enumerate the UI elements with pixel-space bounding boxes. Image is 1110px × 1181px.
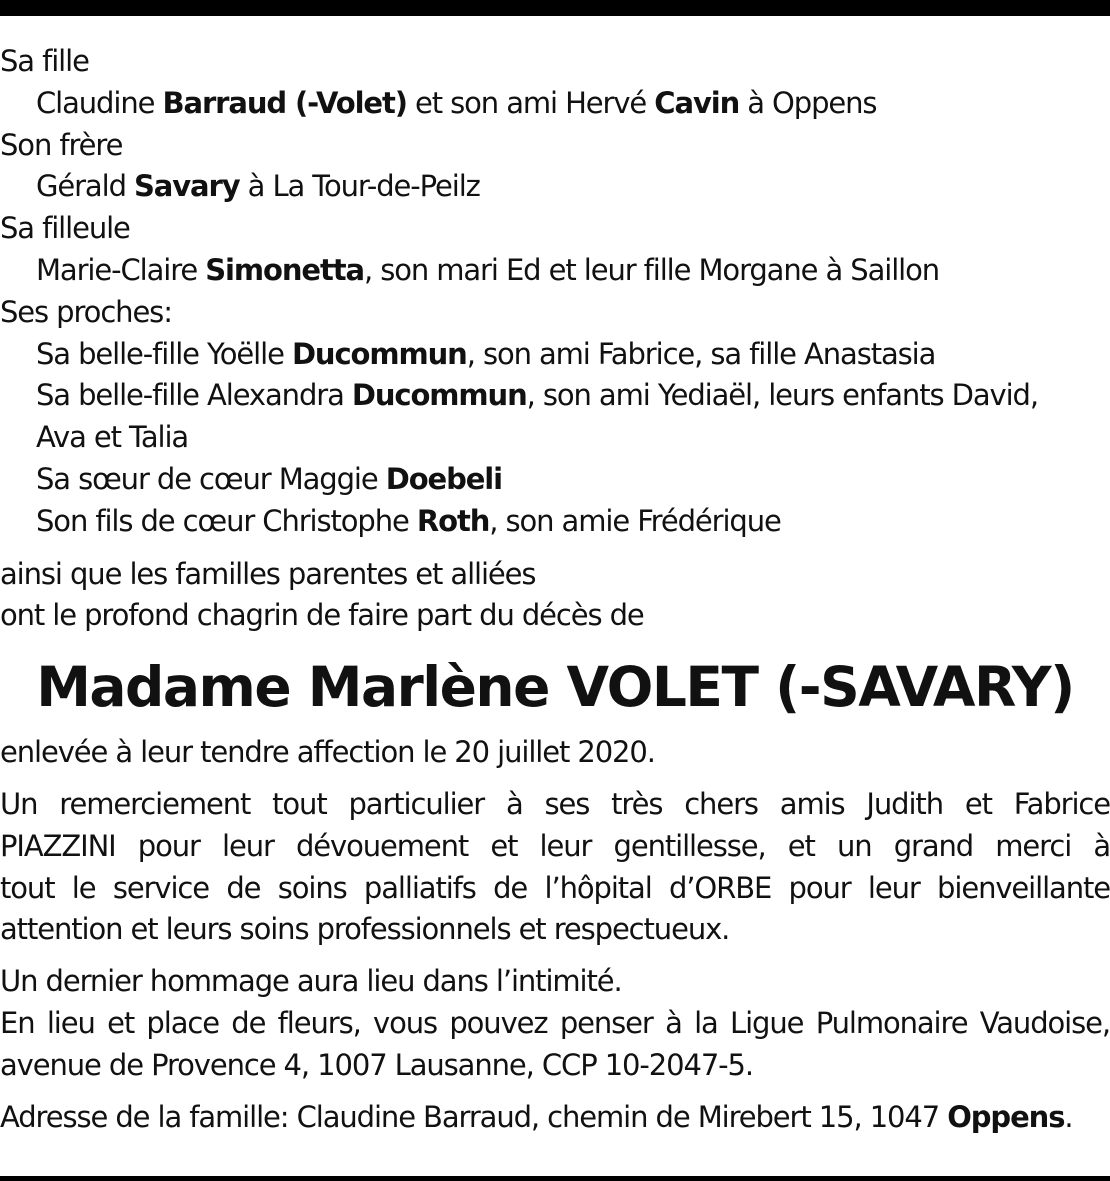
- family-member-line: [0, 501, 1110, 543]
- death-date-line: enlevée à leur tendre affection le 20 juillet 2020.: [0, 735, 655, 770]
- ceremony-line: Un dernier hommage aura lieu dans l’intimité.: [0, 964, 622, 999]
- member-surname: Simonetta: [205, 252, 364, 287]
- relation-label: Ses proches:: [0, 294, 172, 329]
- member-text: et son ami Hervé: [406, 85, 655, 120]
- member-text: Sa sœur de cœur Maggie: [36, 461, 386, 496]
- member-surname: Ducommun: [351, 378, 527, 413]
- family-member-line: [0, 250, 1110, 292]
- thanks-line: attention et leurs soins professionnels et respectueux.: [0, 912, 730, 947]
- top-border-rule: [0, 0, 1110, 16]
- member-text: Marie-Claire: [36, 252, 206, 287]
- family-address-line: [0, 1097, 1110, 1139]
- deceased-name-heading: Madame Marlène VOLET (-SAVARY): [36, 655, 1074, 720]
- thanks-line: Un remerciement tout particulier à ses très chers amis Judith et Fabrice: [0, 786, 1110, 821]
- member-text: Son fils de cœur Christophe: [36, 503, 417, 538]
- member-surname: Cavin: [654, 85, 740, 120]
- address-town: Oppens: [947, 1099, 1065, 1134]
- address-end: .: [1064, 1099, 1073, 1134]
- relation-label: Sa fille: [0, 44, 89, 78]
- family-member-line: [0, 334, 1110, 376]
- member-text: Gérald: [36, 169, 134, 204]
- thanks-line: PIAZZINI pour leur dévouement et leur gentillesse, et un grand merci à: [0, 828, 1110, 863]
- family-member-line: [0, 166, 1110, 208]
- member-text: à Oppens: [739, 85, 877, 120]
- member-surname: Ducommun: [291, 336, 467, 371]
- thanks-line: tout le service de soins palliatifs de l’hôpital d’ORBE pour leur bienveillante: [0, 870, 1110, 905]
- announcement-line: ainsi que les familles parentes et alliées: [0, 556, 536, 591]
- member-text: à La Tour-de-Peilz: [239, 169, 480, 204]
- member-text: Sa belle-fille Alexandra: [36, 378, 352, 413]
- family-member-line: [0, 459, 1110, 501]
- member-surname: Doebeli: [385, 461, 502, 496]
- ceremony-line: En lieu et place de fleurs, vous pouvez penser à la Ligue Pulmonaire Vaudoise,: [0, 1005, 1110, 1040]
- bottom-border-rule: [0, 1176, 1110, 1181]
- family-member-line: [0, 375, 1110, 417]
- member-text: Claudine: [36, 85, 163, 120]
- announcement-line: ont le profond chagrin de faire part du décès de: [0, 598, 644, 633]
- member-text: , son ami Yediaël, leurs enfants David,: [526, 378, 1038, 413]
- member-text: , son mari Ed et leur fille Morgane à Saillon: [363, 252, 940, 287]
- member-text: , son amie Frédérique: [489, 503, 781, 538]
- family-member-line: [0, 83, 1110, 125]
- ceremony-line: avenue de Provence 4, 1007 Lausanne, CCP 10-2047-5.: [0, 1047, 753, 1082]
- address-text: Adresse de la famille: Claudine Barraud, chemin de Mirebert 15, 1047: [0, 1099, 948, 1134]
- relation-label: Son frère: [0, 127, 123, 162]
- family-member-line-continued: Ava et Talia: [36, 420, 189, 455]
- notice-body: [0, 41, 1110, 1138]
- member-surname: Savary: [134, 169, 240, 204]
- member-surname: Barraud (-Volet): [162, 85, 407, 120]
- member-text: Sa belle-fille Yoëlle: [36, 336, 292, 371]
- relation-label: Sa filleule: [0, 211, 130, 246]
- member-surname: Roth: [416, 503, 490, 538]
- member-text: , son ami Fabrice, sa fille Anastasia: [466, 336, 936, 371]
